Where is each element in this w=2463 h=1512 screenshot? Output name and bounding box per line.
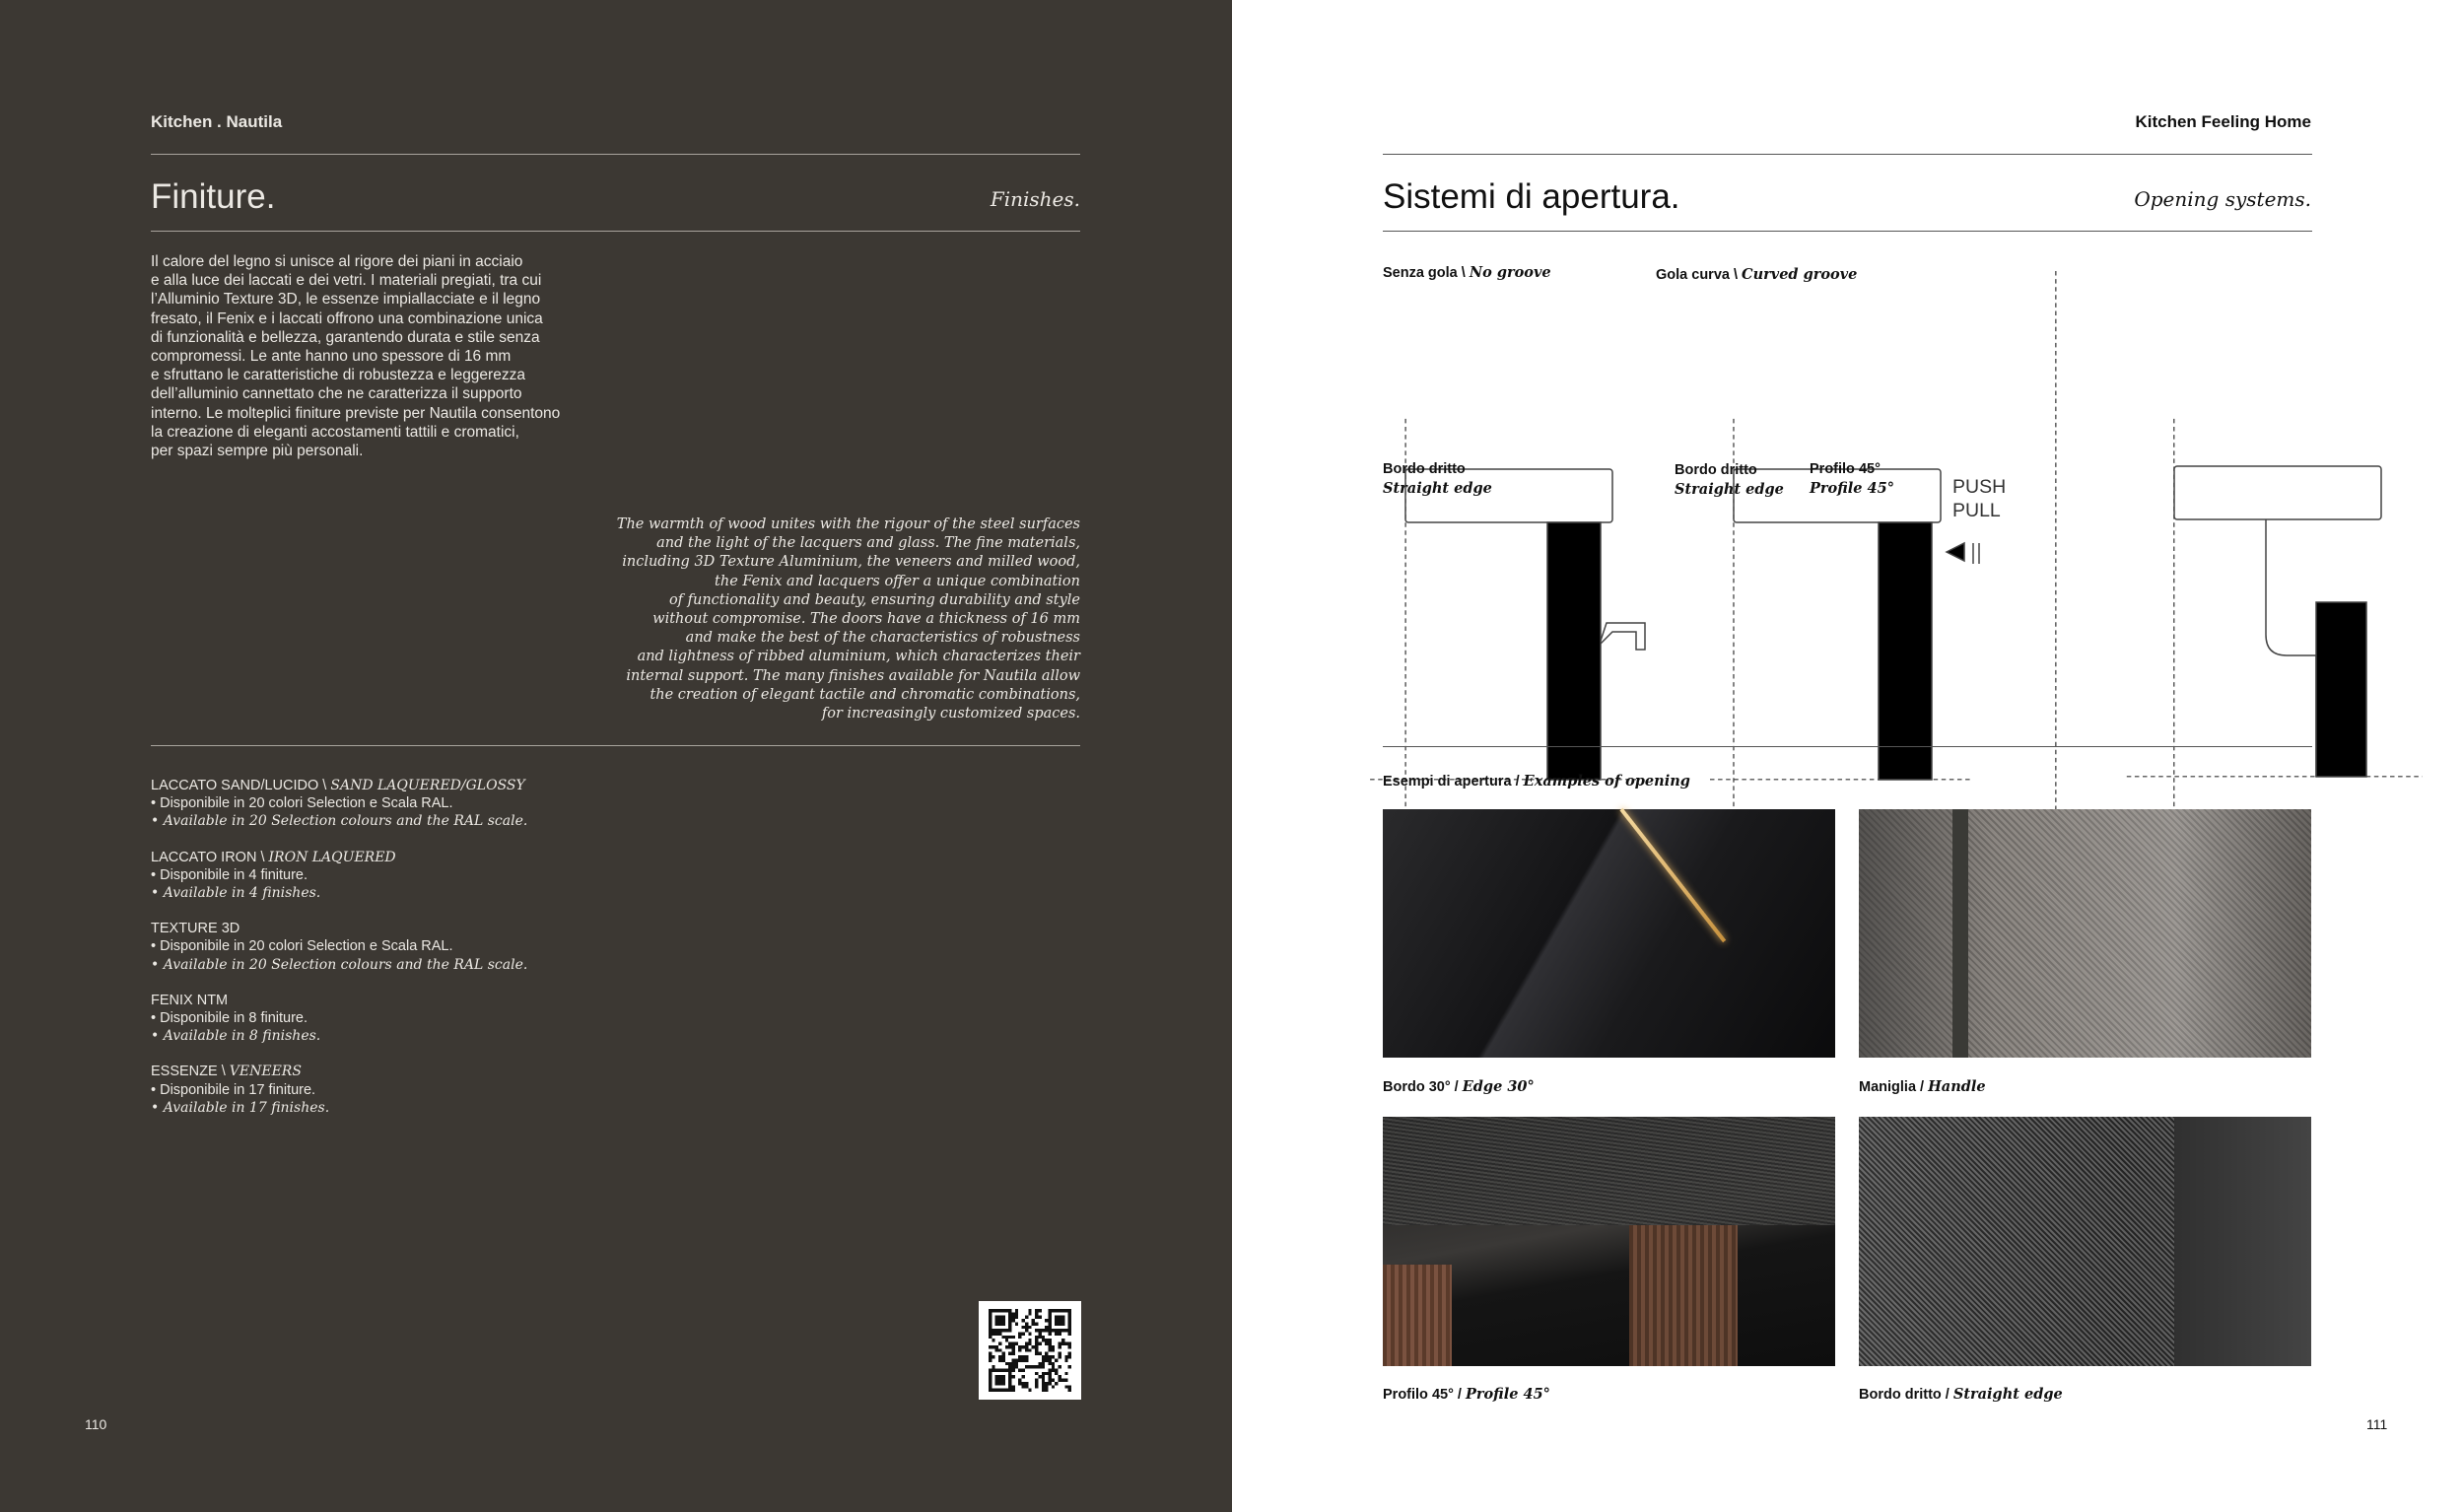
examples-label: Esempi di apertura / Examples of opening <box>1383 773 1690 790</box>
finish-item <box>151 777 527 831</box>
text-line: and lightness of ribbed aluminium, which characterizes their <box>637 649 1080 665</box>
finish-name: LACCATO SAND/LUCIDO \ SAND LAQUERED/GLOSSY <box>151 778 525 793</box>
photo-straight-edge <box>1859 1117 2311 1366</box>
divider <box>1383 746 2312 747</box>
finish-availability-en: • Available in 20 Selection colours and the RAL scale. <box>151 956 528 973</box>
text-line: compromessi. Le ante hanno uno spessore di 16 mm <box>151 348 512 366</box>
finish-availability-it: • Disponibile in 8 finiture. <box>151 1010 308 1027</box>
page-title-en: Finishes. <box>990 187 1080 211</box>
text-line: the creation of elegant tactile and chromatic combinations, <box>650 686 1080 703</box>
finish-availability-en: • Available in 20 Selection colours and the RAL scale. <box>151 813 528 830</box>
text-line: la creazione di eleganti accostamenti tattili e cromatici, <box>151 423 519 441</box>
divider <box>151 745 1080 746</box>
qr-code-icon <box>987 1309 1073 1392</box>
example-caption: Bordo dritto / Straight edge <box>1859 1386 2063 1403</box>
text-line: e alla luce dei laccati e dei vetri. I materiali pregiati, tra cui <box>151 272 542 290</box>
finish-availability-en: • Available in 8 finishes. <box>151 1028 321 1045</box>
right-page <box>1232 0 2463 1512</box>
pull-label: PULL <box>1952 500 2001 521</box>
finishes-list <box>151 777 527 1134</box>
diagram-caption: Profilo 45° Profile 45° <box>1810 461 1894 497</box>
example-caption: Bordo 30° / Edge 30° <box>1383 1078 1535 1095</box>
divider <box>151 231 1080 232</box>
door-shape <box>2316 602 2366 777</box>
finish-item <box>151 849 527 903</box>
text-line: the Fenix and lacquers offer a unique combination <box>715 573 1080 589</box>
finish-name: TEXTURE 3D <box>151 921 240 937</box>
curved-groove-label: Gola curva \ Curved groove <box>1656 266 1858 283</box>
text-line: interno. Le molteplici finiture previste per Nautila consentono <box>151 404 561 422</box>
divider <box>1383 231 2312 232</box>
page-number: 110 <box>85 1416 107 1432</box>
no-groove-label: Senza gola \ No groove <box>1383 264 1551 281</box>
door-shape <box>1879 522 1932 780</box>
qr-code[interactable] <box>979 1301 1081 1400</box>
finish-availability-en: • Available in 17 finishes. <box>151 1099 330 1116</box>
text-line: e sfruttano le caratteristiche di robustezza e leggerezza <box>151 367 525 384</box>
text-line: fresato, il Fenix e i laccati offrono una combinazione unica <box>151 309 543 327</box>
push-label: PUSH <box>1952 476 2007 498</box>
page-title: Finiture. <box>151 177 276 216</box>
page-title-en: Opening systems. <box>2134 187 2311 211</box>
text-line: without compromise. The doors have a thickness of 16 mm <box>652 611 1080 628</box>
finish-name: LACCATO IRON \ IRON LAQUERED <box>151 849 396 865</box>
text-line: internal support. The many finishes available for Nautila allow <box>626 667 1080 684</box>
body-text-it <box>151 252 560 460</box>
finish-availability-en: • Available in 4 finishes. <box>151 885 321 902</box>
photo-handle <box>1859 809 2311 1058</box>
text-line: for increasingly customized spaces. <box>821 706 1080 722</box>
finish-availability-it: • Disponibile in 17 finiture. <box>151 1081 316 1098</box>
page-number: 111 <box>2366 1416 2388 1432</box>
countertop-shape <box>2174 466 2381 519</box>
text-line: including 3D Texture Aluminium, the veneers and milled wood, <box>622 554 1080 571</box>
finish-item <box>151 1063 527 1117</box>
text-line: and the light of the lacquers and glass. The fine materials, <box>656 535 1080 552</box>
text-line: The warmth of wood unites with the rigour of the steel surfaces <box>616 516 1080 532</box>
photo-profile-45 <box>1383 1117 1835 1366</box>
example-caption: Profilo 45° / Profile 45° <box>1383 1386 1550 1403</box>
text-line: di funzionalità e bellezza, garantendo durata e stile senza <box>151 328 540 346</box>
led-light <box>1619 808 1726 942</box>
groove-shape <box>2266 519 2316 777</box>
text-line: per spazi sempre più personali. <box>151 443 364 460</box>
divider <box>1383 154 2312 155</box>
door-shape <box>1547 522 1601 780</box>
push-pull-arrow-icon <box>1947 543 1964 561</box>
divider <box>151 154 1080 155</box>
text-line: of functionality and beauty, ensuring durability and style <box>668 591 1080 608</box>
finish-availability-it: • Disponibile in 20 colori Selection e Scala RAL. <box>151 795 453 812</box>
finish-availability-it: • Disponibile in 4 finiture. <box>151 866 308 883</box>
page-title: Sistemi di apertura. <box>1383 177 1680 216</box>
example-caption: Maniglia / Handle <box>1859 1078 1986 1095</box>
text-line: and make the best of the characteristics of robustness <box>685 630 1080 647</box>
finish-item <box>151 992 527 1046</box>
header-brand: Kitchen Feeling Home <box>2135 112 2311 131</box>
text-line: dell’alluminio cannettato che ne caratterizza il supporto <box>151 385 522 403</box>
text-line: l’Alluminio Texture 3D, le essenze impiallacciate e il legno <box>151 291 541 309</box>
header-brand: Kitchen . Nautila <box>151 112 283 131</box>
text-line: Il calore del legno si unisce al rigore dei piani in acciaio <box>151 253 523 270</box>
finish-name: ESSENZE \ VENEERS <box>151 1064 302 1080</box>
handle-bar <box>1952 809 1968 1058</box>
finish-availability-it: • Disponibile in 20 colori Selection e Scala RAL. <box>151 938 453 955</box>
diagram-caption: Bordo dritto Straight edge <box>1383 461 1492 497</box>
body-text-en <box>617 515 1080 723</box>
handle-shape <box>1601 623 1645 650</box>
diagram-caption: Bordo dritto Straight edge <box>1675 462 1784 498</box>
finish-item <box>151 920 527 974</box>
finish-name: FENIX NTM <box>151 992 229 1008</box>
photo-edge-30 <box>1383 809 1835 1058</box>
